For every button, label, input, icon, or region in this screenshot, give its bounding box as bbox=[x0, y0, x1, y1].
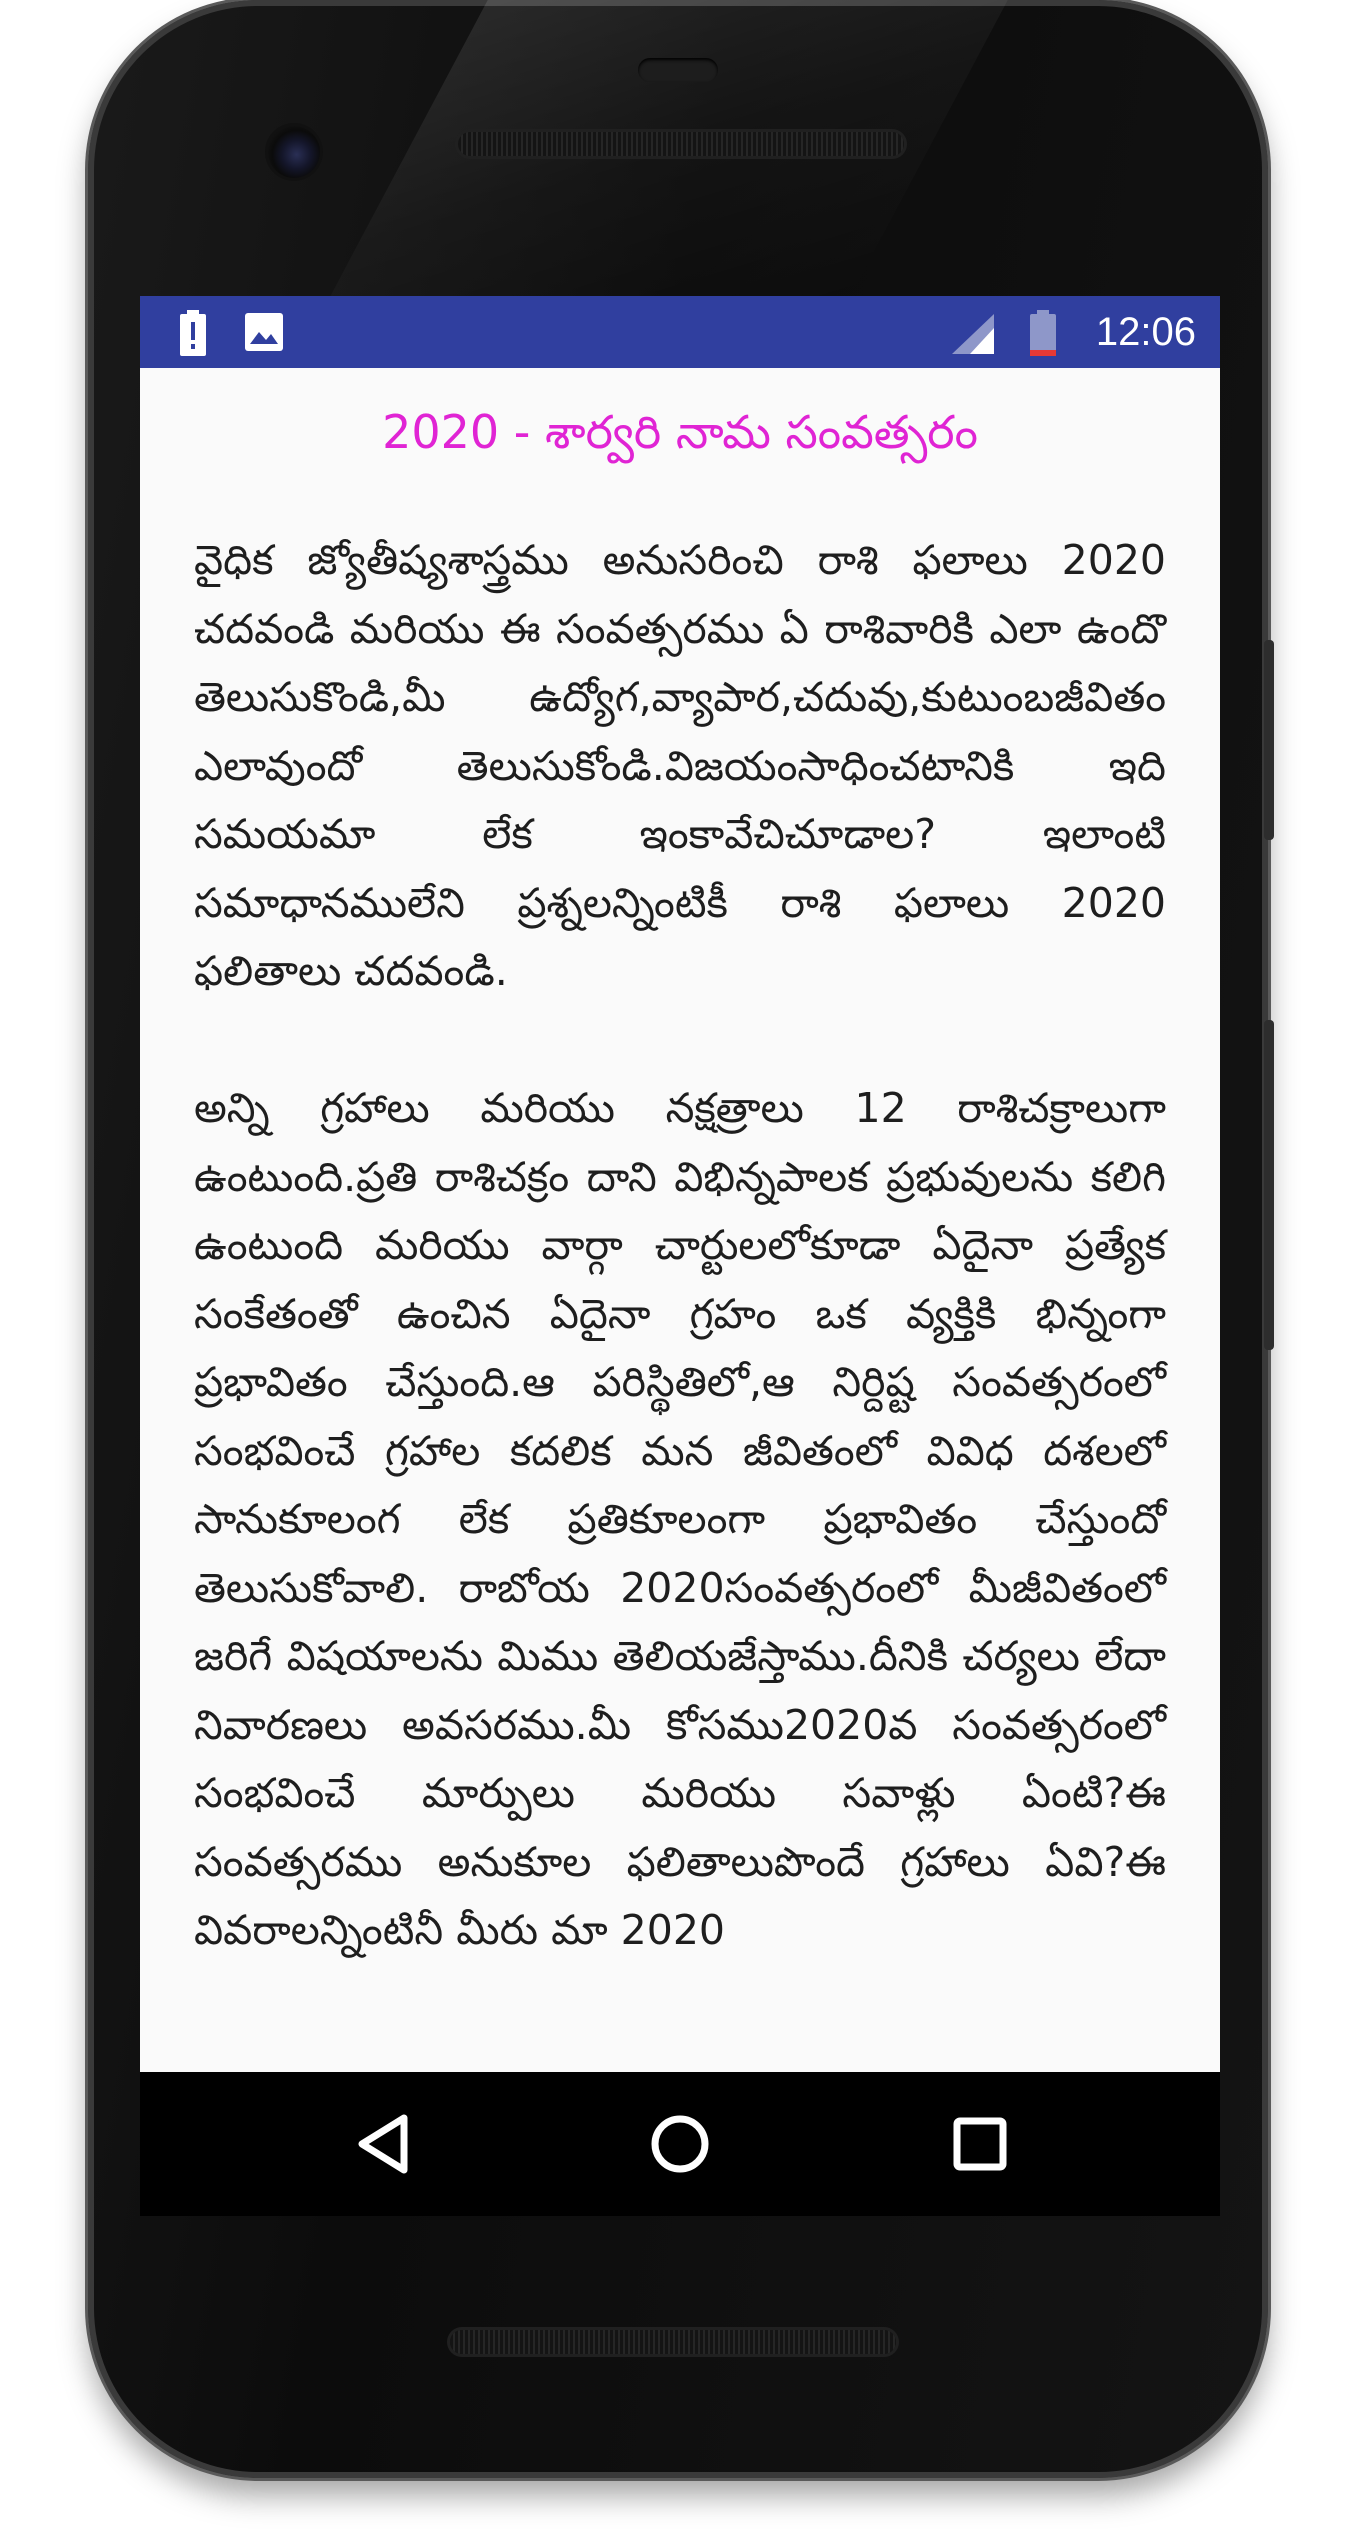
power-button bbox=[1264, 640, 1274, 840]
top-speaker-grille bbox=[458, 132, 904, 156]
bottom-speaker-grille bbox=[450, 2330, 896, 2354]
article-scroll-area[interactable] bbox=[140, 368, 1220, 2072]
article-paragraph: అన్ని గ్రహాలు మరియు నక్షత్రాలు 12 రాశిచక్రాలుగా ఉంటుంది.ప్రతి రాశిచక్రం దాని విభిన్నపాలక ప్రభువులను కలిగి ఉంటుంది మరియు వార్గా చార్టులలోకూడా ఏదైనా ప్రత్యేక సంకేతంతో ఉంచిన ఏదైనా గ్రహం ఒక వ్యక్తికి భిన్నంగా ప్రభావితం చేస్తుంది.ఆ పరిస్థితిలో,ఆ నిర్దిష్ట సంవత్సరంలో సంభవించే గ్రహాల కదలిక మన జీవితంలో వివిధ దశలలో సానుకూలంగ లేక ప్రతికూలంగా ప్రభావితం చేస్తుందో తెలుసుకోవాలి. రాబోయ 2020సంవత్సరంలో మీజీవితంలో జరిగే విషయాలను మిము తెలియజేస్తాము.దీనికి చర్యలు లేదా నివారణలు అవసరము.మీ కోసము2020వ సంవత్సరంలో సంభవించే మార్పులు మరియు సవాళ్లు ఏంటి?ఈ సంవత్సరము అనుకూల ఫలితాలుపొందే గ్రహాలు ఏవి?ఈ వివరాలన్నింటినీ మీరు మా 2020 bbox=[194, 1084, 1166, 1954]
status-time: 12:06 bbox=[1095, 310, 1196, 354]
volume-button bbox=[1264, 1020, 1274, 1350]
top-earpiece bbox=[638, 58, 718, 82]
app-screen bbox=[140, 296, 1220, 2072]
navigation-bar bbox=[140, 2072, 1220, 2216]
page-title: 2020 - శార్వరి నామ సంవత్సరం bbox=[382, 405, 978, 459]
article-paragraph: వైధిక జ్యోతీష్యశాస్త్రము అనుసరించి రాశి ఫలాలు 2020 చదవండి మరియు ఈ సంవత్సరము ఏ రాశివారికి ఎలా ఉందొ తెలుసుకొండి,మీ ఉద్యోగ,వ్యాపార,చదువు,కుటుంబజీవితం ఎలావుందో తెలుసుకోండి.విజయంసాధించటానికి ఇది సమయమా లేక ఇంకావేచిచూడాల? ఇలాంటి సమాధానములేని ప్రశ్నలన్నింటికీ రాశి ఫలాలు 2020 ఫలితాలు చదవండి. bbox=[194, 536, 1166, 995]
back-icon[interactable] bbox=[346, 2104, 426, 2184]
home-icon[interactable] bbox=[640, 2104, 720, 2184]
front-camera-icon bbox=[268, 126, 320, 178]
image-icon bbox=[244, 312, 284, 356]
battery-alert-icon bbox=[178, 310, 208, 360]
signal-icon bbox=[952, 314, 994, 358]
status-bar bbox=[140, 296, 1220, 368]
recents-icon[interactable] bbox=[940, 2104, 1020, 2184]
battery-icon bbox=[1028, 310, 1058, 360]
